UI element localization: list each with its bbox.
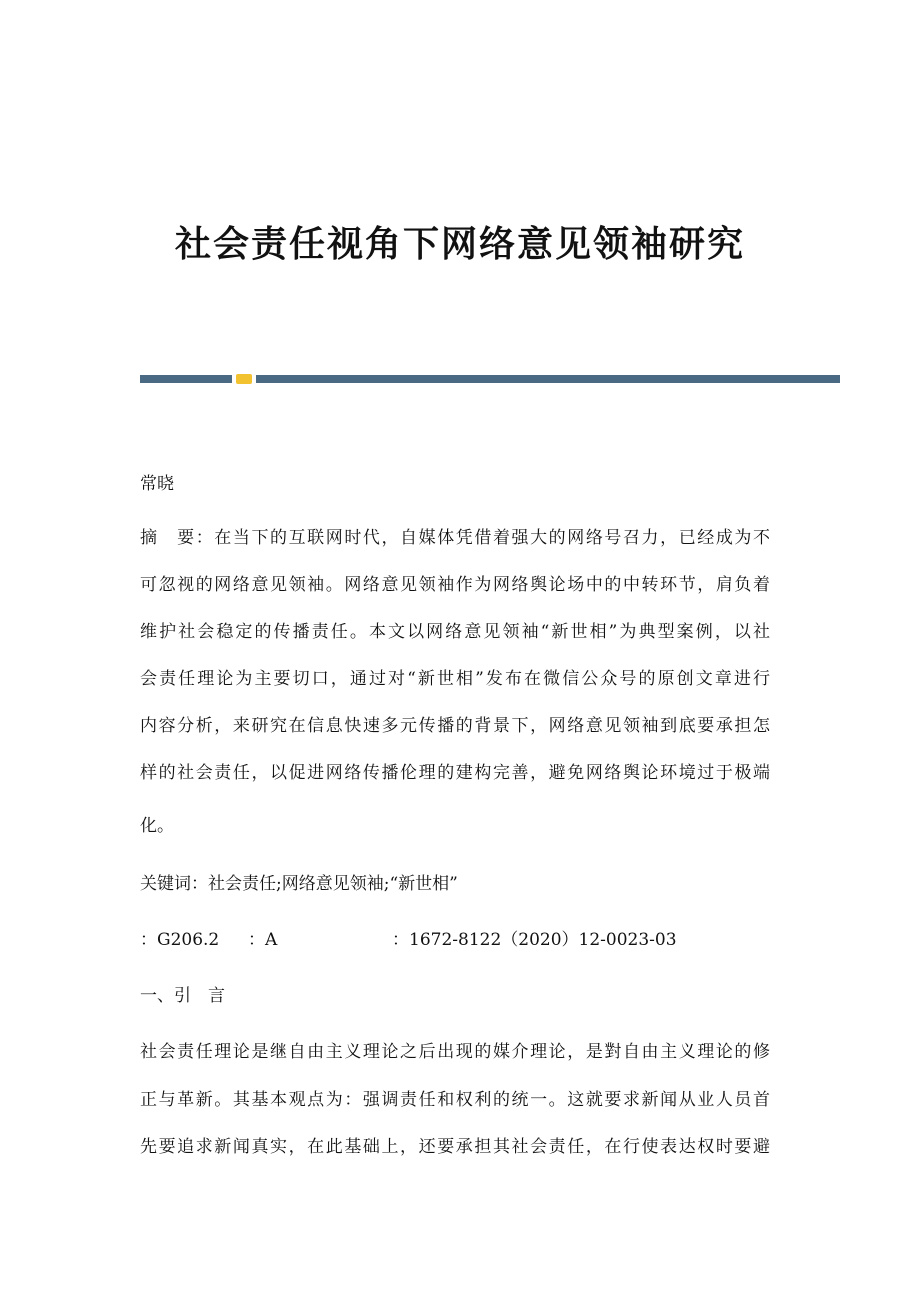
- divider-left: [140, 375, 232, 383]
- body-line: 社会责任理论是继自由主义理论之后出现的媒介理论，是對自由主义理论的修: [140, 1042, 770, 1062]
- document-code: ：A: [248, 930, 278, 950]
- body-line: 先要追求新闻真实，在此基础上，还要承担其社会责任，在行使表达权时要避: [140, 1137, 770, 1157]
- author: 常晓: [140, 474, 174, 494]
- divider-right: [256, 375, 840, 383]
- article-id: ：1672-8122（2020）12-0023-03: [392, 930, 677, 950]
- keywords: 关键词：社会责任;网络意见领袖;“新世相”: [140, 874, 458, 894]
- abstract-line: 会责任理论为主要切口，通过对“新世相”发布在微信公众号的原创文章进行: [140, 669, 770, 689]
- section-heading: 一、引 言: [140, 986, 225, 1006]
- abstract-line: 可忽视的网络意见领袖。网络意见领袖作为网络舆论场中的中转环节，肩负着: [140, 575, 770, 595]
- document-title: 社会责任视角下网络意见领袖研究: [174, 223, 745, 265]
- divider-ornament: [236, 374, 252, 384]
- body-line: 正与革新。其基本观点为：强调责任和权利的统一。这就要求新闻从业人员首: [140, 1090, 770, 1110]
- abstract-line: 摘 要：在当下的互联网时代，自媒体凭借着强大的网络号召力，已经成为不: [140, 528, 770, 548]
- abstract-line: 维护社会稳定的传播责任。本文以网络意见领袖“新世相”为典型案例，以社: [140, 622, 770, 642]
- abstract-line: 样的社会责任，以促进网络传播伦理的建构完善，避免网络舆论环境过于极端: [140, 763, 770, 783]
- abstract-line: 化。: [140, 816, 174, 836]
- clc-number: ：G206.2: [140, 930, 220, 950]
- abstract-line: 内容分析，来研究在信息快速多元传播的背景下，网络意见领袖到底要承担怎: [140, 716, 770, 736]
